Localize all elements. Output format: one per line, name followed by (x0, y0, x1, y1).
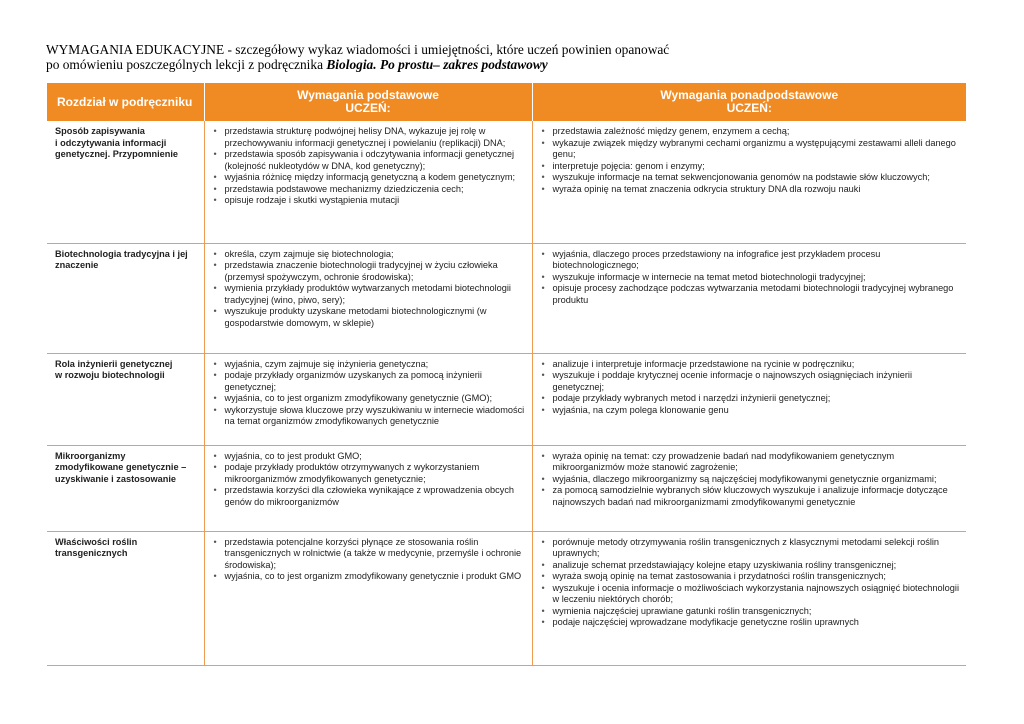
requirements-table (47, 83, 966, 666)
list-item: • wyszukuje i ocenia informacje o możliwościach wykorzystania najnowszych osiągnięć biotechnologii w leczeniu niektórych chorób; (539, 583, 961, 606)
list-item: • wyjaśnia, dlaczego mikroorganizmy są najczęściej modyfikowanymi genetycznie organizmami; (539, 474, 961, 486)
advanced-requirements-cell (532, 121, 966, 243)
list-item: • interpretuje pojęcia: genom i enzymy; (539, 161, 961, 173)
basic-requirements-list (211, 126, 526, 207)
advanced-requirements-cell (532, 531, 966, 665)
list-item: • wyjaśnia, co to jest organizm zmodyfikowany genetycznie (GMO); (211, 393, 526, 405)
list-item: • wyjaśnia, dlaczego proces przedstawiony na infografice jest przykładem procesu biotechnologicznego; (539, 249, 961, 272)
table-body (47, 121, 966, 665)
list-item: • wyjaśnia, co to jest produkt GMO; (211, 451, 526, 463)
column-header-basic: Wymagania podstawowe UCZEŃ: (204, 83, 532, 121)
list-item: • wyszukuje produkty uzyskane metodami biotechnologicznymi (w gospodarstwie domowym, w sklepie) (211, 306, 526, 329)
section-name: Rola inżynierii genetycznej w rozwoju biotechnologii (55, 358, 173, 381)
list-item: • wyraża opinię na temat: czy prowadzenie badań nad modyfikowaniem genetycznym mikroorganizmów może stanowić zagrożenie; (539, 451, 961, 474)
list-item: • przedstawia sposób zapisywania i odczytywania informacji genetycznej (kolejność nukleotydów w DNA, kod genetyczny); (211, 149, 526, 172)
list-item: • wyjaśnia różnicę między informacją genetyczną a kodem genetycznym; (211, 172, 526, 184)
list-item: • wyjaśnia, czym zajmuje się inżynieria genetyczna; (211, 359, 526, 371)
advanced-requirements-list (539, 126, 961, 195)
basic-requirements-cell (204, 243, 532, 353)
list-item: • wyszukuje i poddaje krytycznej ocenie informacje o najnowszych osiągnięciach inżynierii genetycznej; (539, 370, 961, 393)
list-item: • analizuje schemat przedstawiający kolejne etapy uzyskiwania rośliny transgenicznej; (539, 560, 961, 572)
heading-line-2-prefix: po omówieniu poszczególnych lekcji z podręcznika (46, 57, 327, 72)
list-item: • wyraża opinię na temat znaczenia odkrycia struktury DNA dla rozwoju nauki (539, 184, 961, 196)
list-item: • wyjaśnia, na czym polega klonowanie genu (539, 405, 961, 417)
list-item: • podaje przykłady wybranych metod i narzędzi inżynierii genetycznej; (539, 393, 961, 405)
list-item: • przedstawia zależność między genem, enzymem a cechą; (539, 126, 961, 138)
basic-requirements-list (211, 537, 526, 583)
section-name: Sposób zapisywania i odczytywania informacji genetycznej. Przypomnienie (55, 126, 179, 160)
basic-requirements-cell (204, 121, 532, 243)
table-row (47, 445, 966, 531)
table-row (47, 353, 966, 445)
list-item: • podaje przykłady produktów otrzymywanych z wykorzystaniem mikroorganizmów zmodyfikowanych genetycznie; (211, 462, 526, 485)
table-row (47, 121, 966, 243)
list-item: • wymienia najczęściej uprawiane gatunki roślin transgenicznych; (539, 606, 961, 618)
advanced-requirements-list (539, 537, 961, 629)
column-header-section: Rozdział w podręczniku (47, 83, 204, 121)
heading-line-2 (46, 57, 986, 72)
list-item: • przedstawia korzyści dla człowieka wynikające z wprowadzenia obcych genów do mikroorganizmów (211, 485, 526, 508)
section-name-cell (47, 243, 204, 353)
section-name-cell (47, 353, 204, 445)
table-row (47, 531, 966, 665)
heading-book-title: Biologia. Po prostu– zakres podstawowy (326, 57, 548, 72)
advanced-requirements-list (539, 359, 961, 417)
list-item: • za pomocą samodzielnie wybranych słów kluczowych wyszukuje i analizuje informacje dotyczące najnowszych badań nad mikroorganizmami zmodyfikowanymi genetycznie (539, 485, 961, 508)
section-name-cell (47, 531, 204, 665)
section-name-cell (47, 121, 204, 243)
table-row (47, 243, 966, 353)
list-item: • opisuje procesy zachodzące podczas wytwarzania metodami biotechnologii tradycyjnej wybranego produktu (539, 283, 961, 306)
list-item: • wykazuje związek między wybranymi cechami organizmu a występującymi zestawami alleli danego genu; (539, 138, 961, 161)
table-header-row (47, 83, 966, 121)
list-item: • podaje przykłady organizmów uzyskanych za pomocą inżynierii genetycznej; (211, 370, 526, 393)
list-item: • wyszukuje informacje w internecie na temat metod biotechnologii tradycyjnej; (539, 272, 961, 284)
list-item: • wyszukuje informacje na temat sekwencjonowania genomów na podstawie słów kluczowych; (539, 172, 961, 184)
basic-requirements-list (211, 359, 526, 428)
list-item: • opisuje rodzaje i skutki wystąpienia mutacji (211, 195, 526, 207)
basic-requirements-cell (204, 531, 532, 665)
section-name-cell (47, 445, 204, 531)
list-item: • podaje najczęściej wprowadzane modyfikacje genetyczne roślin uprawnych (539, 617, 961, 629)
list-item: • porównuje metody otrzymywania roślin transgenicznych z klasycznymi metodami selekcji roślin uprawnych; (539, 537, 961, 560)
document-heading (46, 42, 986, 72)
heading-line-1: WYMAGANIA EDUKACYJNE - szczegółowy wykaz wiadomości i umiejętności, które uczeń powinien opanować (46, 42, 670, 57)
section-name: Biotechnologia tradycyjna i jej znaczenie (55, 248, 188, 271)
list-item: • wymienia przykłady produktów wytwarzanych metodami biotechnologii tradycyjnej (wino, piwo, sery); (211, 283, 526, 306)
advanced-requirements-list (539, 451, 961, 509)
advanced-requirements-cell (532, 445, 966, 531)
basic-requirements-cell (204, 353, 532, 445)
advanced-requirements-cell (532, 353, 966, 445)
list-item: • przedstawia potencjalne korzyści płynące ze stosowania roślin transgenicznych w rolnictwie (a także w medycynie, przemyśle i ochronie środowiska); (211, 537, 526, 572)
list-item: • wykorzystuje słowa kluczowe przy wyszukiwaniu w internecie wiadomości na temat organizmów zmodyfikowanych genetycznie (211, 405, 526, 428)
list-item: • przedstawia znaczenie biotechnologii tradycyjnej w życiu człowieka (przemysł spożywczym, ochronie środowiska); (211, 260, 526, 283)
advanced-requirements-list (539, 249, 961, 307)
section-name: Mikroorganizmy zmodyfikowane genetycznie – uzyskiwanie i zastosowanie (55, 450, 187, 484)
list-item: • przedstawia podstawowe mechanizmy dziedziczenia cech; (211, 184, 526, 196)
list-item: • przedstawia strukturę podwójnej helisy DNA, wykazuje jej rolę w przechowywaniu informacji genetycznej i powielaniu (replikacji) DNA; (211, 126, 526, 149)
column-header-advanced: Wymagania ponadpodstawowe UCZEŃ: (532, 83, 966, 121)
list-item: • wyraża swoją opinię na temat zastosowania i przydatności roślin transgenicznych; (539, 571, 961, 583)
list-item: • analizuje i interpretuje informacje przedstawione na rycinie w podręczniku; (539, 359, 961, 371)
advanced-requirements-cell (532, 243, 966, 353)
list-item: • wyjaśnia, co to jest organizm zmodyfikowany genetycznie i produkt GMO (211, 571, 526, 583)
section-name: Właściwości roślin transgenicznych (55, 536, 138, 559)
basic-requirements-list (211, 451, 526, 509)
basic-requirements-cell (204, 445, 532, 531)
list-item: • określa, czym zajmuje się biotechnologia; (211, 249, 526, 261)
basic-requirements-list (211, 249, 526, 330)
